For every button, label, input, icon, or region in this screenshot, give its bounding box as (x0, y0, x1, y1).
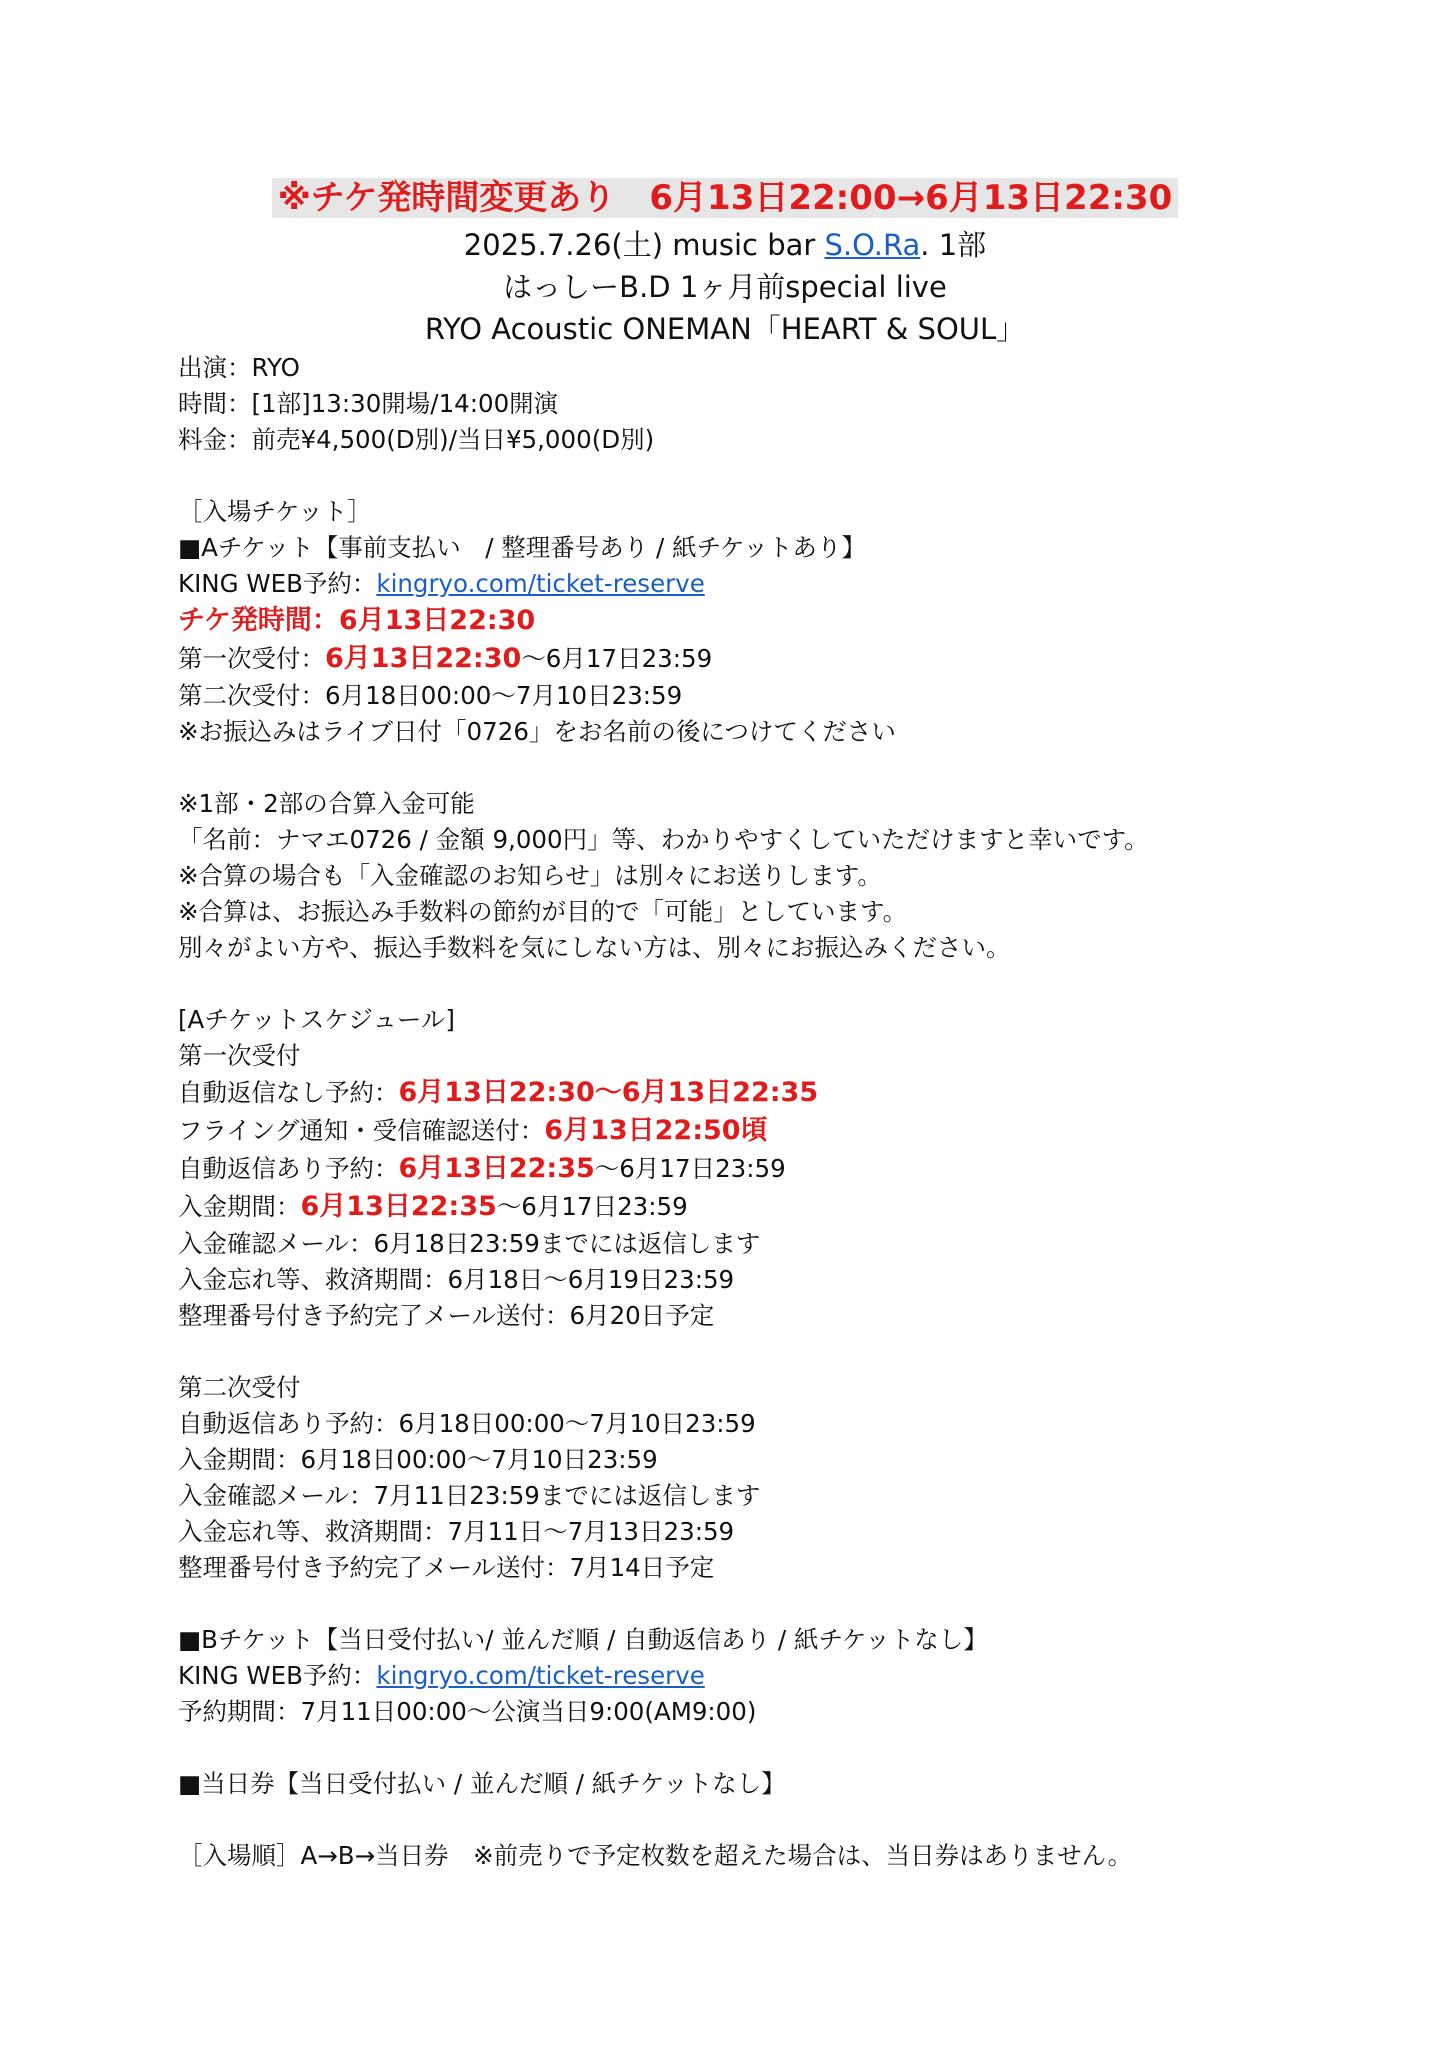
time-line: 時間：[1部]13:30開場/14:00開演 (178, 389, 559, 418)
entry-ticket-heading: ［入場チケット］ (178, 497, 372, 526)
first-acceptance-label: 第一次受付： (178, 644, 325, 673)
second-row-payment-period: 入金期間：6月18日00:00〜7月10日23:59 (178, 1445, 658, 1474)
second-row-complete-mail: 整理番号付き予約完了メール送付：7月14日予定 (178, 1553, 715, 1582)
first-schedule-heading: 第一次受付 (178, 1041, 301, 1070)
second-row-autoreply: 自動返信あり予約：6月18日00:00〜7月10日23:59 (178, 1409, 756, 1438)
second-acceptance-line: 第二次受付：6月18日00:00〜7月10日23:59 (178, 681, 683, 710)
second-row-relief: 入金忘れ等、救済期間：7月11日〜7月13日23:59 (178, 1517, 735, 1546)
combined-payment-line-3: ※合算の場合も「入金確認のお知らせ」は別々にお送りします。 (178, 861, 882, 890)
first-acceptance-start: 6月13日22:30 (325, 643, 522, 674)
reserve-link[interactable]: kingryo.com/ticket-reserve (376, 1661, 705, 1690)
a-ticket-heading: ■Aチケット【事前支払い / 整理番号あり / 紙チケットあり】 (178, 533, 866, 562)
schedule-row-relief: 入金忘れ等、救済期間：6月18日〜6月19日23:59 (178, 1265, 735, 1294)
b-ticket-period: 予約期間：7月11日00:00〜公演当日9:00(AM9:00) (178, 1697, 757, 1726)
reserve-link[interactable]: kingryo.com/ticket-reserve (376, 569, 705, 598)
entry-order-line: ［入場順］A→B→当日券 ※前売りで予定枚数を超えた場合は、当日券はありません。 (178, 1841, 1133, 1870)
reserve-label: KING WEB予約： (178, 569, 377, 598)
transfer-note: ※お振込みはライブ日付「0726」をお名前の後につけてください (178, 717, 896, 746)
event-subtitle: はっしーB.D 1ヶ月前special live (503, 270, 947, 304)
day-ticket-heading: ■当日券【当日受付払い / 並んだ順 / 紙チケットなし】 (178, 1769, 786, 1798)
schedule-row-autoreply (178, 1150, 1418, 1188)
event-part: . 1部 (920, 228, 987, 262)
schedule-row-rest: 〜6月17日23:59 (594, 1154, 786, 1183)
combined-payment-line-5: 別々がよい方や、振込手数料を気にしない方は、別々にお振込みください。 (178, 933, 1011, 962)
schedule-row-payment-period (178, 1188, 1418, 1226)
event-title: RYO Acoustic ONEMAN「HEART & SOUL」 (424, 312, 1026, 346)
schedule-row-flying-notice (178, 1112, 1418, 1150)
b-ticket-reserve (178, 1658, 1418, 1694)
combined-payment-line-4: ※合算は、お振込み手数料の節約が目的で「可能」としています。 (178, 897, 908, 926)
schedule-row-label: フライング通知・受信確認送付： (178, 1116, 545, 1145)
event-date: 2025.7.26(土) music bar (463, 228, 825, 262)
venue-link[interactable]: S.O.Ra (824, 228, 921, 262)
a-ticket-reserve (178, 566, 1418, 602)
second-schedule-heading: 第二次受付 (178, 1373, 301, 1402)
schedule-row-red: 6月13日22:35 (300, 1191, 497, 1222)
schedule-row-red: 6月13日22:30〜6月13日22:35 (398, 1077, 819, 1108)
performer-line: 出演：RYO (178, 353, 300, 382)
b-ticket-heading: ■Bチケット【当日受付払い/ 並んだ順 / 自動返信あり / 紙チケットなし】 (178, 1625, 988, 1654)
combined-payment-line-1: ※1部・2部の合算入金可能 (178, 789, 475, 818)
schedule-row-red: 6月13日22:50頃 (544, 1115, 768, 1146)
document-body (178, 350, 1418, 1874)
schedule-row-label: 自動返信なし予約： (178, 1078, 399, 1107)
combined-payment-line-2: 「名前：ナマエ0726 / 金額 9,000円」等、わかりやすくしていただけますと幸いです。 (178, 825, 1149, 854)
schedule-row-no-autoreply (178, 1074, 1418, 1112)
event-date-venue (0, 224, 1450, 266)
a-schedule-heading: [Aチケットスケジュール] (178, 1005, 455, 1034)
ticket-time-change-notice (0, 172, 1450, 224)
second-row-payment-confirm: 入金確認メール：7月11日23:59までには返信します (178, 1481, 761, 1510)
notice-highlight: ※チケ発時間変更あり 6月13日22:00→6月13日22:30 (272, 178, 1179, 218)
reserve-label: KING WEB予約： (178, 1661, 377, 1690)
first-acceptance-line (178, 640, 1418, 678)
schedule-row-label: 入金期間： (178, 1192, 301, 1221)
schedule-row-rest: 〜6月17日23:59 (496, 1192, 688, 1221)
schedule-row-complete-mail: 整理番号付き予約完了メール送付：6月20日予定 (178, 1301, 715, 1330)
first-acceptance-end: 〜6月17日23:59 (521, 644, 713, 673)
schedule-row-red: 6月13日22:35 (398, 1153, 595, 1184)
ticket-release-time: チケ発時間：6月13日22:30 (178, 605, 536, 636)
schedule-row-label: 自動返信あり予約： (178, 1154, 399, 1183)
schedule-row-payment-confirm: 入金確認メール：6月18日23:59までには返信します (178, 1229, 761, 1258)
price-line: 料金：前売¥4,500(D別)/当日¥5,000(D別) (178, 425, 655, 454)
